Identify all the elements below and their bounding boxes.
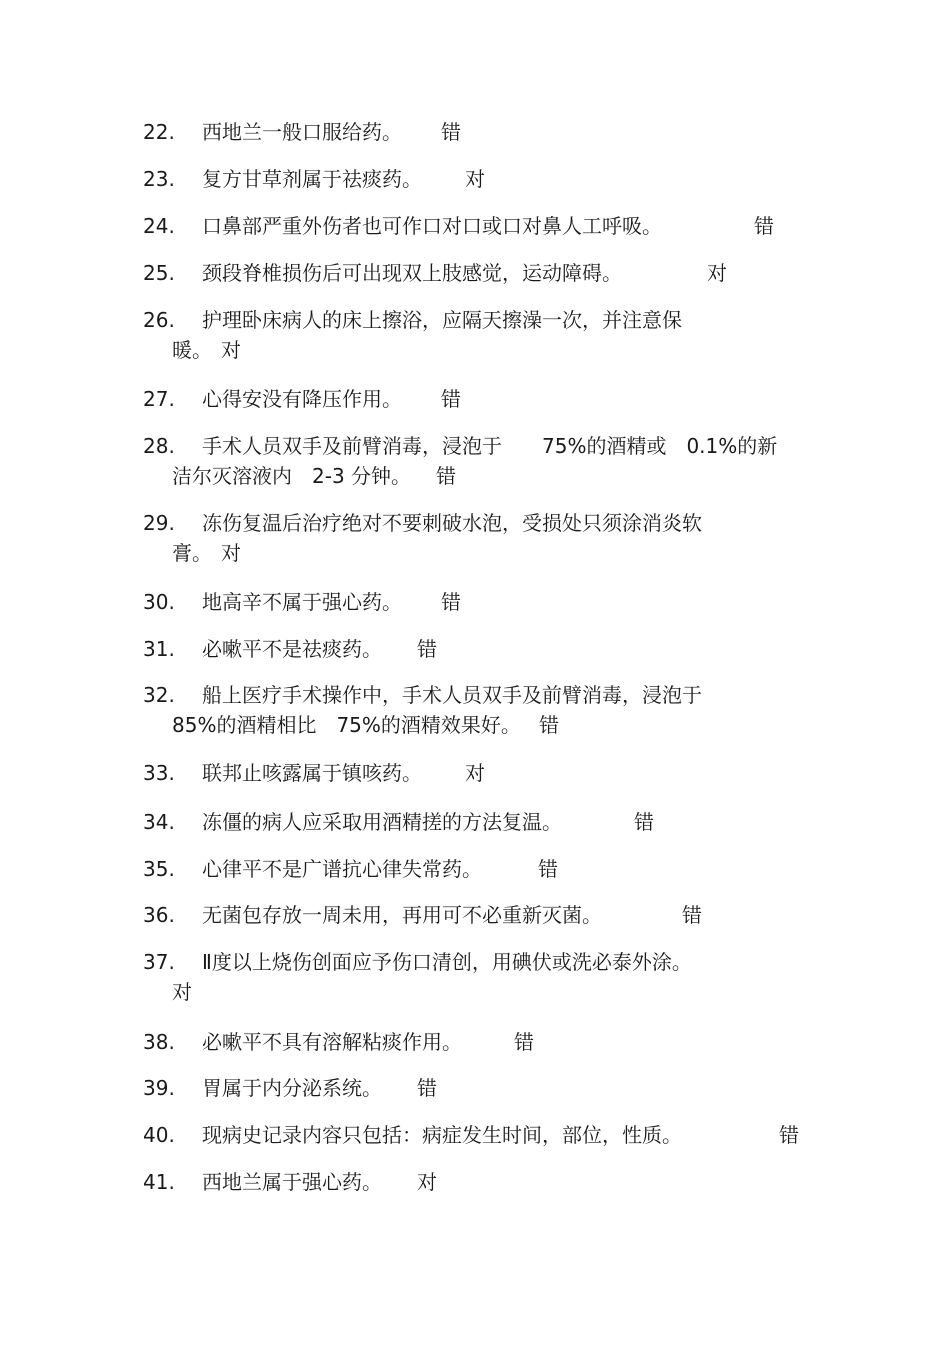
item-text: 现病史记录内容只包括：病症发生时间，部位，性质。	[202, 1123, 682, 1147]
item-number: 35.	[143, 857, 175, 881]
item-text-continued: 暖。	[172, 338, 212, 362]
item-text: 护理卧床病人的床上擦浴，应隔天擦澡一次，并注意保	[202, 308, 682, 332]
item-number: 27.	[143, 387, 175, 411]
item-number: 23.	[143, 167, 175, 191]
item-text-continued: 洁尔灭溶液内 2-3 分钟。	[172, 464, 412, 488]
item-text: Ⅱ度以上烧伤创面应予伤口清创，用碘伏或洗必泰外涂。	[202, 950, 692, 974]
item-number: 22.	[143, 120, 175, 144]
item-text: 口鼻部严重外伤者也可作口对口或口对鼻人工呼吸。	[202, 214, 662, 238]
item-answer: 对	[221, 338, 241, 362]
item-answer: 错	[754, 214, 774, 238]
item-number: 32.	[143, 683, 175, 707]
item-answer: 错	[417, 637, 437, 661]
item-text-continued: 85%的酒精相比 75%的酒精效果好。	[172, 713, 521, 737]
item-text: 冻僵的病人应采取用酒精搓的方法复温。	[202, 810, 562, 834]
item-number: 28.	[143, 434, 175, 458]
item-number: 29.	[143, 511, 175, 535]
item-answer: 错	[514, 1030, 534, 1054]
item-text: 船上医疗手术操作中，手术人员双手及前臂消毒，浸泡于	[202, 683, 702, 707]
item-number: 26.	[143, 308, 175, 332]
item-text: 无菌包存放一周未用，再用可不必重新灭菌。	[202, 903, 602, 927]
item-number: 37.	[143, 950, 175, 974]
item-answer: 错	[682, 903, 702, 927]
item-answer: 错	[634, 810, 654, 834]
item-text: 西地兰属于强心药。	[202, 1170, 382, 1194]
item-text: 颈段脊椎损伤后可出现双上肢感觉，运动障碍。	[202, 261, 622, 285]
item-number: 24.	[143, 214, 175, 238]
item-text: 必嗽平不具有溶解粘痰作用。	[202, 1030, 462, 1054]
item-answer: 错	[417, 1076, 437, 1100]
item-number: 38.	[143, 1030, 175, 1054]
item-text: 地高辛不属于强心药。	[202, 590, 402, 614]
item-answer: 错	[779, 1123, 799, 1147]
item-answer: 错	[441, 590, 461, 614]
item-answer: 对	[465, 167, 485, 191]
item-number: 34.	[143, 810, 175, 834]
item-text: 胃属于内分泌系统。	[202, 1076, 382, 1100]
item-text-continued: 膏。	[172, 541, 212, 565]
item-number: 39.	[143, 1076, 175, 1100]
item-answer: 对	[417, 1170, 437, 1194]
item-answer: 错	[441, 120, 461, 144]
item-text: 复方甘草剂属于祛痰药。	[202, 167, 422, 191]
item-text: 冻伤复温后治疗绝对不要刺破水泡，受损处只须涂消炎软	[202, 511, 702, 535]
item-text: 西地兰一般口服给药。	[202, 120, 402, 144]
item-number: 40.	[143, 1123, 175, 1147]
item-answer: 对	[172, 980, 192, 1004]
item-text: 心得安没有降压作用。	[202, 387, 402, 411]
item-answer: 错	[436, 464, 456, 488]
item-number: 31.	[143, 637, 175, 661]
item-answer: 对	[221, 541, 241, 565]
item-answer: 对	[707, 261, 727, 285]
item-number: 36.	[143, 903, 175, 927]
item-answer: 错	[538, 857, 558, 881]
item-number: 25.	[143, 261, 175, 285]
item-text: 必嗽平不是祛痰药。	[202, 637, 382, 661]
item-number: 41.	[143, 1170, 175, 1194]
item-text: 心律平不是广谱抗心律失常药。	[202, 857, 482, 881]
item-answer: 错	[441, 387, 461, 411]
item-text: 手术人员双手及前臂消毒，浸泡于 75%的酒精或 0.1%的新	[202, 434, 778, 458]
item-number: 33.	[143, 761, 175, 785]
item-answer: 错	[539, 713, 559, 737]
item-number: 30.	[143, 590, 175, 614]
item-text: 联邦止咳露属于镇咳药。	[202, 761, 422, 785]
item-answer: 对	[465, 761, 485, 785]
